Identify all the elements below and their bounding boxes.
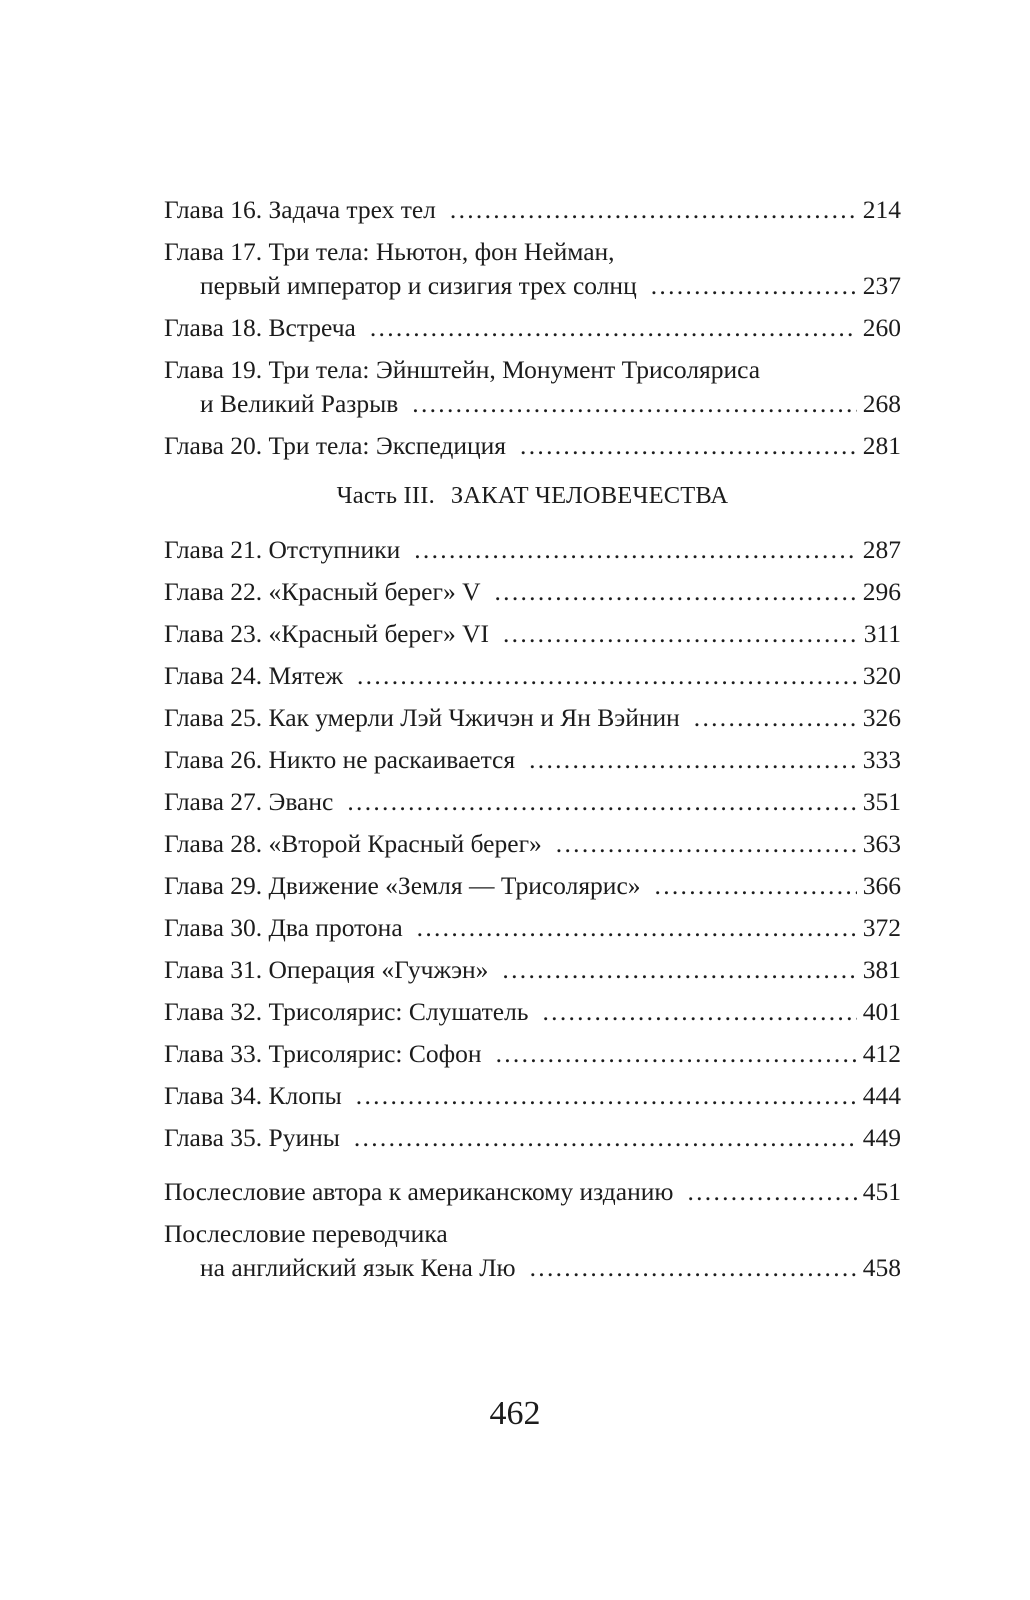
dot-leader [357,659,857,693]
chapter-label: Глава 16. [164,195,263,224]
page-number: 372 [862,913,901,942]
page-number: 363 [862,829,901,858]
chapter-title: Три тела: Экспедиция [268,431,507,460]
toc-entry-ch28 [164,827,901,861]
toc-entry-ch18 [164,311,901,345]
toc-entry-ch31 [164,953,901,987]
afterword-title: Послесловие автора к американскому изданию [164,1177,674,1206]
chapter-title: Эванс [268,787,334,816]
page-number: 311 [863,619,901,648]
page-number: 449 [862,1123,901,1152]
chapter-title: «Красный берег» VI [268,619,489,648]
chapter-label: Глава 22. [164,577,263,606]
dot-leader [412,387,856,421]
chapter-title: Мятеж [268,661,343,690]
chapter-title: Никто не раскаивается [268,745,516,774]
chapter-title: Движение «Земля — Трисолярис» [268,871,641,900]
afterword-title-continuation: на английский язык Кена Лю [200,1253,516,1282]
dot-leader [687,1175,856,1209]
page-number: 214 [862,195,901,224]
toc-entry-ch35 [164,1121,901,1155]
chapter-label: Глава 19. [164,355,263,384]
chapter-label: Глава 34. [164,1081,263,1110]
dot-leader [503,617,858,651]
page-number: 458 [862,1253,901,1282]
toc-entry-ch19 [164,353,901,421]
toc-entry-ch20 [164,429,901,463]
dot-leader [651,269,857,303]
afterword-title: Послесловие переводчика [164,1219,448,1248]
dot-leader [542,995,856,1029]
toc-entry-ch29 [164,869,901,903]
chapter-title: Трисолярис: Софон [268,1039,482,1068]
dot-leader [496,1037,857,1071]
chapter-label: Глава 32. [164,997,263,1026]
dot-leader [370,311,857,345]
page-number: 366 [862,871,901,900]
page-number: 268 [862,389,901,418]
page-number: 401 [862,997,901,1026]
chapter-label: Глава 20. [164,431,263,460]
part-title: ЗАКАТ ЧЕЛОВЕЧЕСТВА [450,482,729,509]
toc-entry-ch24 [164,659,901,693]
folio-page-number: 462 [489,1395,541,1432]
chapter-label: Глава 23. [164,619,263,648]
dot-leader [417,911,857,945]
toc-entry-ch32 [164,995,901,1029]
dot-leader [502,953,856,987]
toc-entry-author-afterword [164,1175,901,1209]
dot-leader [520,429,857,463]
toc-entry-ch30 [164,911,901,945]
page-number: 320 [862,661,901,690]
page-number: 260 [862,313,901,342]
table-of-contents [164,193,901,1285]
page-number: 287 [862,535,901,564]
toc-entry-ch21 [164,533,901,567]
page-number: 237 [862,271,901,300]
page-number: 444 [862,1081,901,1110]
dot-leader [556,827,857,861]
chapter-label: Глава 25. [164,703,263,732]
chapter-title-continuation: первый император и сизигия трех солнц [200,271,637,300]
chapter-label: Глава 21. [164,535,263,564]
chapter-label: Глава 33. [164,1039,263,1068]
page-number: 326 [862,703,901,732]
toc-entry-ch17 [164,235,901,303]
page-number: 351 [862,787,901,816]
dot-leader [347,785,856,819]
chapter-title: Три тела: Эйнштейн, Монумент Трисоляриса [268,355,761,384]
chapter-title: Встреча [268,313,356,342]
chapter-title: Клопы [268,1081,342,1110]
part-heading [164,479,901,513]
dot-leader [530,1251,857,1285]
page-number: 412 [862,1039,901,1068]
toc-entry-ch23 [164,617,901,651]
chapter-title-continuation: и Великий Разрыв [200,389,399,418]
chapter-label: Глава 29. [164,871,263,900]
toc-entry-translator-afterword [164,1217,901,1285]
toc-entry-ch27 [164,785,901,819]
dot-leader [414,533,857,567]
toc-entry-ch34 [164,1079,901,1113]
chapter-label: Глава 26. [164,745,263,774]
page-number: 281 [862,431,901,460]
chapter-label: Глава 31. [164,955,263,984]
chapter-title: «Второй Красный берег» [268,829,542,858]
chapter-label: Глава 35. [164,1123,263,1152]
dot-leader [494,575,856,609]
chapter-label: Глава 24. [164,661,263,690]
chapter-label: Глава 27. [164,787,263,816]
dot-leader [694,701,857,735]
chapter-label: Глава 18. [164,313,263,342]
page-number: 296 [862,577,901,606]
chapter-title: «Красный берег» V [268,577,481,606]
chapter-title: Трисолярис: Слушатель [268,997,529,1026]
toc-entry-ch16 [164,193,901,227]
dot-leader [655,869,857,903]
chapter-label: Глава 17. [164,237,263,266]
page-number: 451 [862,1177,901,1206]
chapter-title: Отступники [268,535,401,564]
toc-entry-ch22 [164,575,901,609]
toc-entry-ch33 [164,1037,901,1071]
chapter-title: Задача трех тел [268,195,436,224]
toc-entry-ch26 [164,743,901,777]
dot-leader [356,1079,857,1113]
page-number: 333 [862,745,901,774]
chapter-label: Глава 30. [164,913,263,942]
chapter-title: Руины [268,1123,340,1152]
chapter-title: Два протона [268,913,403,942]
chapter-title: Три тела: Ньютон, фон Нейман, [268,237,615,266]
dot-leader [450,193,857,227]
page-number: 381 [862,955,901,984]
dot-leader [529,743,857,777]
dot-leader [354,1121,857,1155]
part-label: Часть III. [336,482,435,509]
chapter-label: Глава 28. [164,829,263,858]
toc-entry-ch25 [164,701,901,735]
chapter-title: Операция «Гучжэн» [268,955,489,984]
chapter-title: Как умерли Лэй Чжичэн и Ян Вэйнин [268,703,680,732]
